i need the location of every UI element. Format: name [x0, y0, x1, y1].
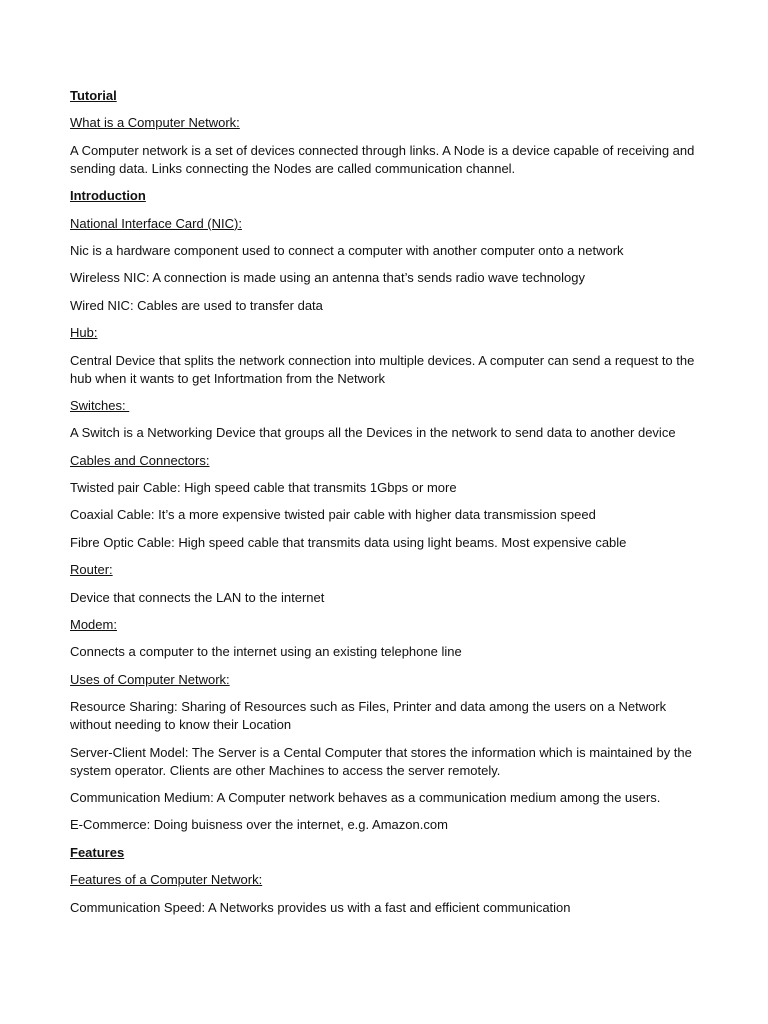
paragraph-server-client: Server-Client Model: The Server is a Cental Computer that stores the information which is maintained by the system operator. Clients are other Machines to access the server remotely.: [70, 744, 692, 778]
subheading-uses: Uses of Computer Network:: [70, 671, 230, 687]
subheading-modem: Modem:: [70, 617, 117, 633]
paragraph-switch: A Switch is a Networking Device that groups all the Devices in the network to send data to another device: [70, 425, 676, 441]
subheading-cables: Cables and Connectors:: [70, 452, 210, 468]
paragraph-wireless-nic: Wireless NIC: A connection is made using an antenna that’s sends radio wave technology: [70, 270, 586, 286]
paragraph-hub: Central Device that splits the network connection into multiple devices. A computer can send a request to the hub when it wants to get Infortmation from the Network: [70, 352, 695, 386]
paragraph-fibre-optic: Fibre Optic Cable: High speed cable that transmits data using light beams. Most expensive cable: [70, 534, 627, 550]
paragraph-network-definition: A Computer network is a set of devices connected through links. A Node is a device capable of receiving and sending data. Links connecting the Nodes are called communication channel.: [70, 142, 695, 176]
paragraph-nic: Nic is a hardware component used to connect a computer with another computer onto a network: [70, 242, 624, 258]
document-body: [70, 87, 700, 926]
paragraph-coaxial: Coaxial Cable: It’s a more expensive twisted pair cable with higher data transmission speed: [70, 507, 596, 523]
subheading-router: Router:: [70, 562, 113, 578]
subheading-hub: Hub:: [70, 325, 98, 341]
subheading-switches: Switches:: [70, 397, 130, 413]
heading-features: Features: [70, 844, 125, 860]
subheading-features-of-network: Features of a Computer Network:: [70, 872, 263, 888]
paragraph-resource-sharing: Resource Sharing: Sharing of Resources such as Files, Printer and data among the users on a Network without needing to know their Location: [70, 699, 667, 733]
paragraph-communication-speed: Communication Speed: A Networks provides us with a fast and efficient communication: [70, 899, 571, 915]
heading-tutorial: Tutorial: [70, 88, 117, 103]
paragraph-modem: Connects a computer to the internet using an existing telephone line: [70, 644, 462, 660]
paragraph-router: Device that connects the LAN to the internet: [70, 589, 325, 605]
subheading-nic: National Interface Card (NIC):: [70, 215, 242, 231]
paragraph-e-commerce: E-Commerce: Doing buisness over the internet, e.g. Amazon.com: [70, 817, 448, 833]
paragraph-communication-medium: Communication Medium: A Computer network behaves as a communication medium among the users.: [70, 789, 661, 805]
paragraph-twisted-pair: Twisted pair Cable: High speed cable that transmits 1Gbps or more: [70, 480, 457, 496]
heading-introduction: Introduction: [70, 188, 146, 204]
paragraph-wired-nic: Wired NIC: Cables are used to transfer data: [70, 297, 323, 313]
subheading-what-is-network: What is a Computer Network:: [70, 115, 240, 131]
